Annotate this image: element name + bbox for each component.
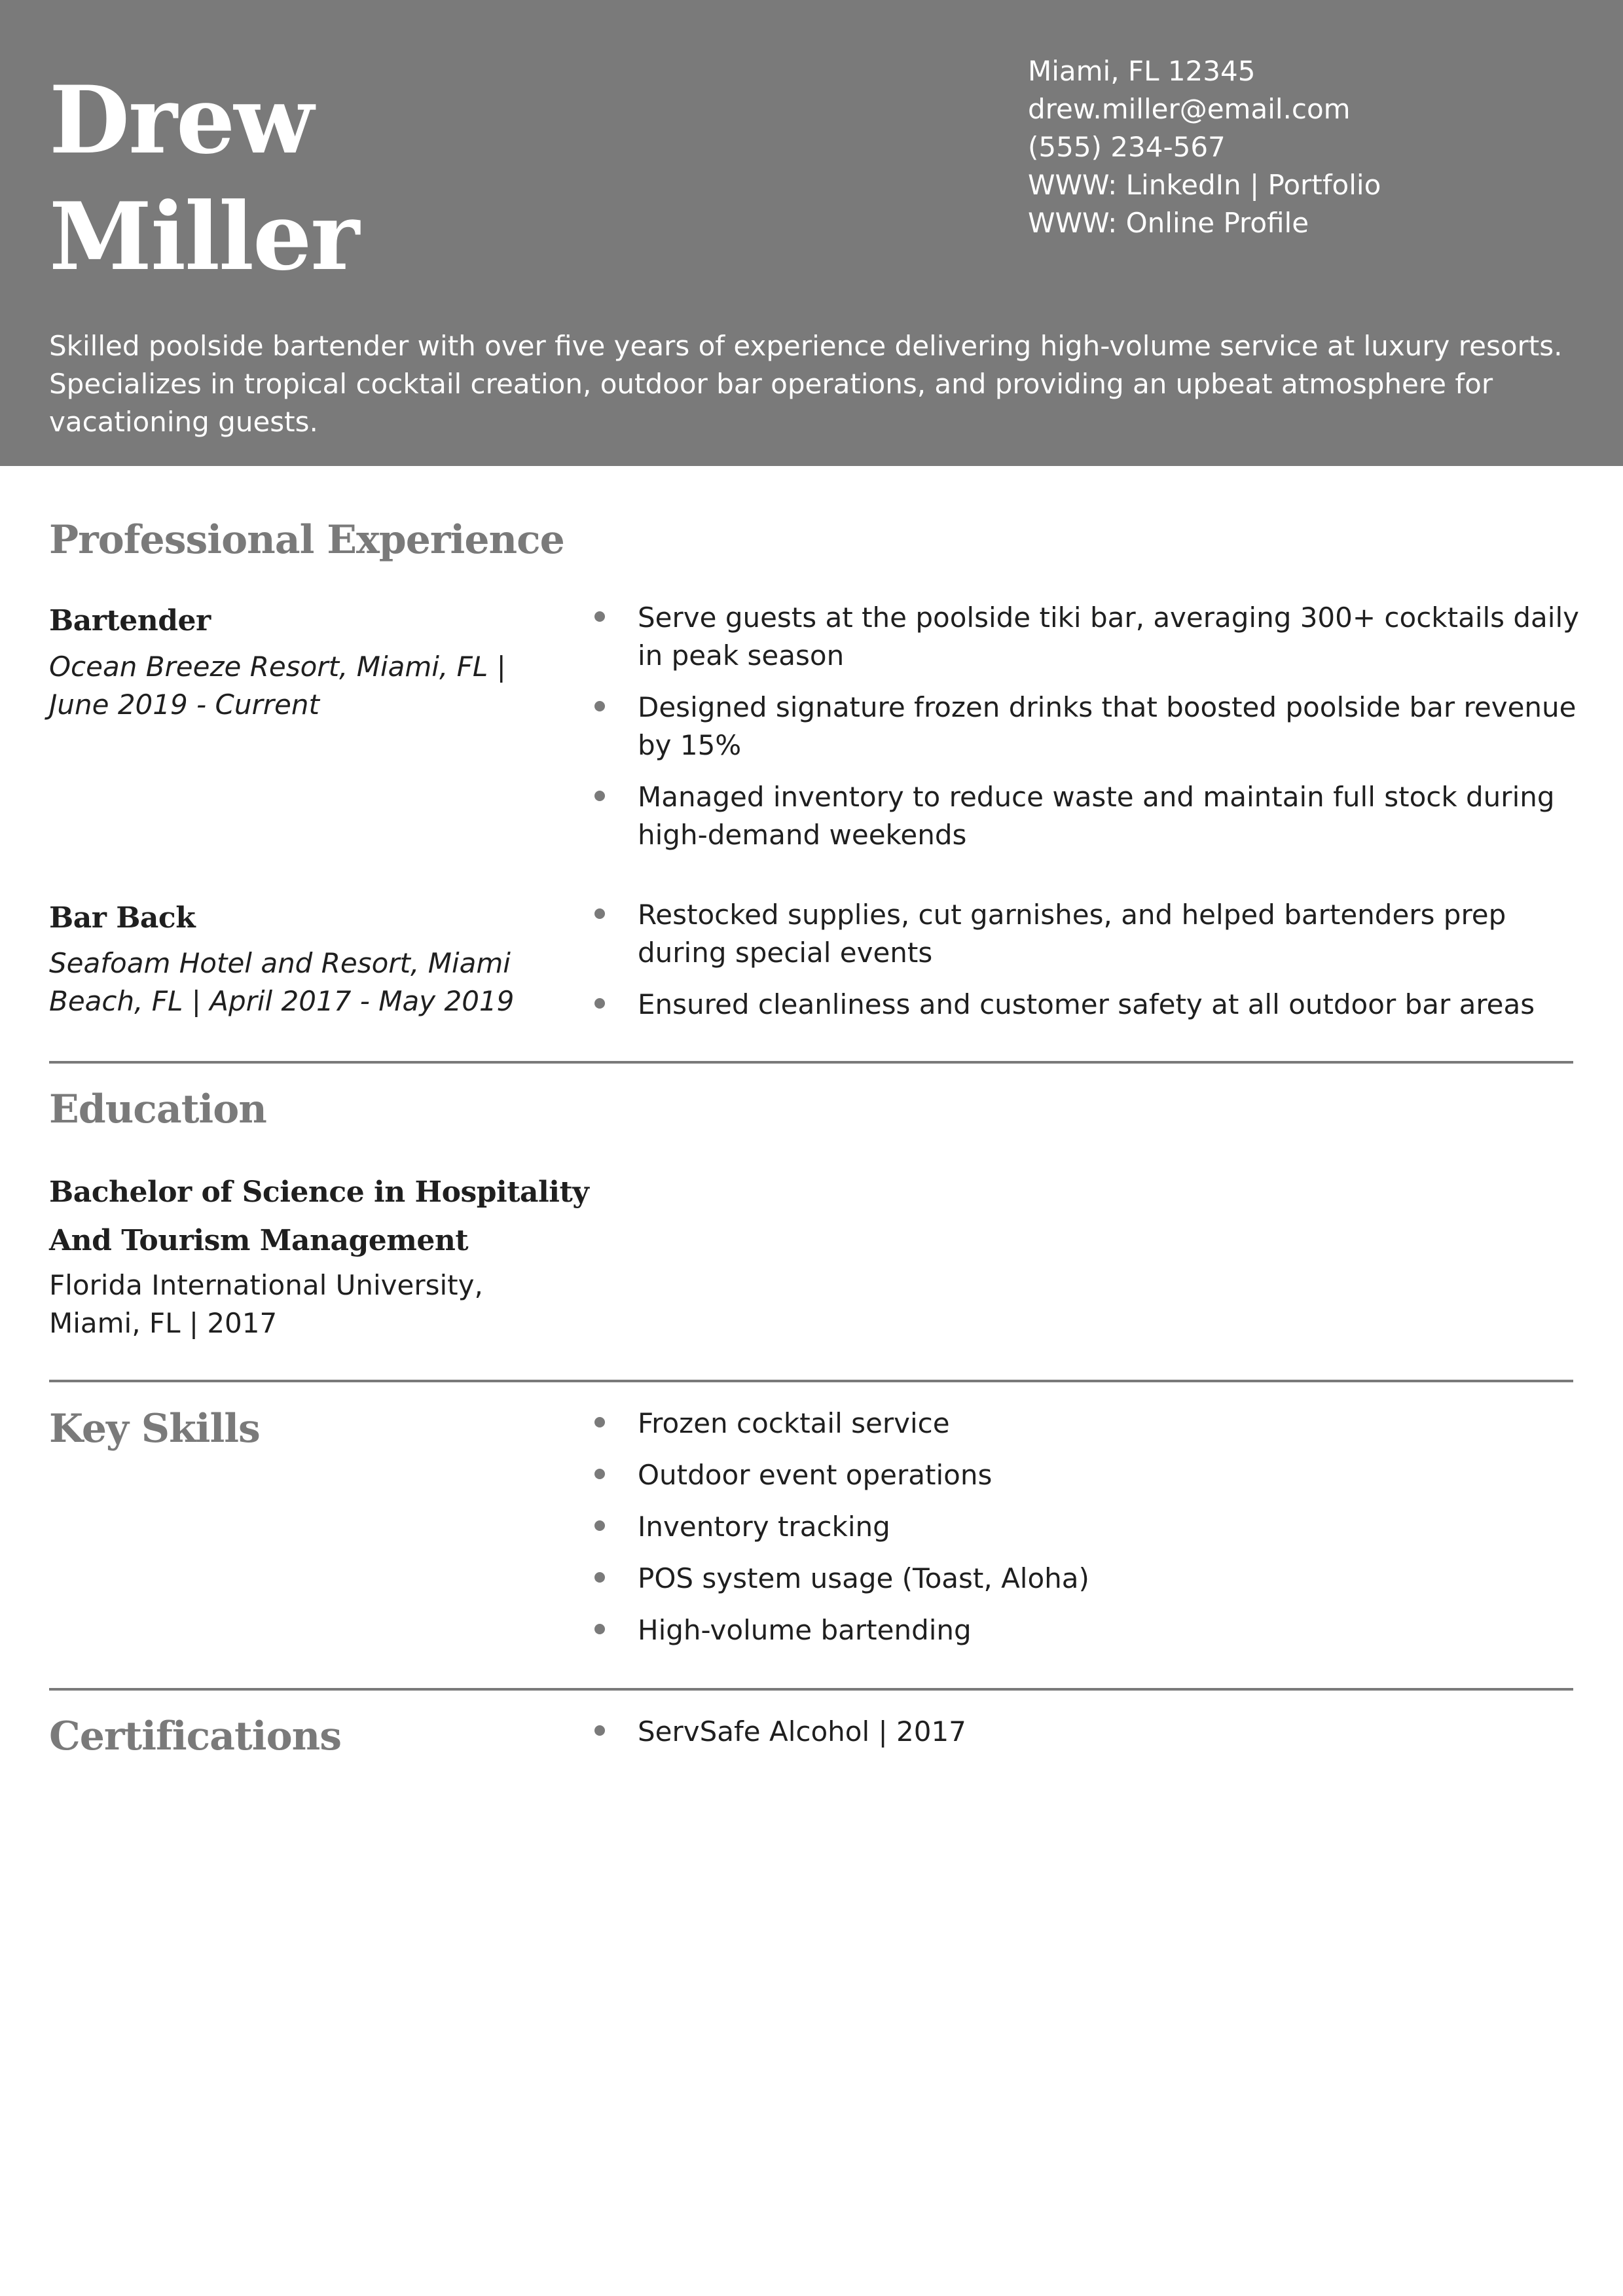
bullet-icon [594,1520,605,1531]
bullet-icon [594,611,605,622]
bullet-text-line: Serve guests at the poolside tiki bar, averaging 300+ cocktails daily [638,601,1579,634]
bullet-icon [594,1469,605,1479]
contact-location: Miami, FL 12345 [1028,55,1256,87]
school-line: Miami, FL | 2017 [49,1307,278,1339]
bullet-text-line: Ensured cleanliness and customer safety at all outdoor bar areas [638,988,1535,1020]
education-section-title: Education [49,1086,266,1132]
skill-item [589,1611,1584,1649]
skill-item [589,1405,1584,1443]
bullet-icon [594,1624,605,1634]
skill-item [589,1456,1584,1494]
job-meta-line: Beach, FL | April 2017 - May 2019 [49,985,515,1017]
education-school [49,1266,483,1342]
last-name: Miller [49,183,359,291]
contact-profile[interactable]: WWW: Online Profile [1028,207,1309,239]
bullet-text-line: by 15% [638,729,742,761]
job-bullets [589,599,1584,868]
job-bullets [589,896,1584,1037]
bullet-item [589,896,1584,972]
candidate-name [49,62,358,295]
experience-section-title: Professional Experience [49,517,564,563]
skill-text: Frozen cocktail service [638,1407,950,1439]
contact-email[interactable]: drew.miller@email.com [1028,93,1351,125]
skill-item [589,1508,1584,1546]
bullet-icon [594,791,605,801]
job-title: Bar Back [49,901,196,935]
bullet-text-line: high-demand weekends [638,819,967,851]
skill-text: Inventory tracking [638,1511,890,1543]
professional-summary [49,327,1581,441]
contact-info [1028,52,1381,242]
job-meta [49,944,514,1020]
bullet-text-line: Designed signature frozen drinks that boosted poolside bar revenue [638,691,1577,723]
bullet-item [589,778,1584,854]
education-degree [49,1168,589,1265]
skill-item [589,1560,1584,1598]
skill-text: High-volume bartending [638,1614,972,1646]
degree-line: And Tourism Management [49,1224,469,1257]
skills-list [589,1405,1584,1663]
degree-line: Bachelor of Science in Hospitality [49,1175,589,1209]
summary-line: vacationing guests. [49,406,318,438]
section-divider [49,1380,1573,1382]
certification-item [589,1713,1584,1751]
resume-header [0,0,1623,466]
job-meta-line: Ocean Breeze Resort, Miami, FL | [49,651,506,683]
bullet-text-line: during special events [638,937,933,969]
bullet-text-line: Restocked supplies, cut garnishes, and helped bartenders prep [638,899,1506,931]
certification-text: ServSafe Alcohol | 2017 [638,1715,966,1748]
bullet-text-line: Managed inventory to reduce waste and maintain full stock during [638,781,1555,813]
bullet-icon [594,701,605,711]
section-divider [49,1061,1573,1064]
bullet-icon [594,1725,605,1736]
skill-text: POS system usage (Toast, Aloha) [638,1562,1089,1594]
bullet-icon [594,908,605,919]
skill-text: Outdoor event operations [638,1459,993,1491]
contact-links[interactable]: WWW: LinkedIn | Portfolio [1028,169,1381,201]
bullet-item [589,689,1584,764]
section-divider [49,1688,1573,1691]
certifications-list [589,1713,1584,1765]
school-line: Florida International University, [49,1269,483,1301]
summary-line: Specializes in tropical cocktail creation, outdoor bar operations, and providing an upbeat atmosphere for [49,368,1493,400]
job-meta-line: Seafoam Hotel and Resort, Miami [49,947,511,979]
job-title: Bartender [49,604,211,637]
job-meta [49,648,506,724]
bullet-icon [594,1417,605,1427]
contact-phone: (555) 234-567 [1028,131,1226,163]
bullet-item [589,599,1584,675]
skills-section-title: Key Skills [49,1406,260,1452]
bullet-icon [594,998,605,1009]
bullet-text-line: in peak season [638,639,845,672]
bullet-item [589,986,1584,1024]
certifications-section-title: Certifications [49,1713,341,1759]
job-meta-line: June 2019 - Current [49,689,319,721]
summary-line: Skilled poolside bartender with over five years of experience delivering high-volume service at luxury resorts. [49,330,1563,362]
first-name: Drew [49,66,313,175]
bullet-icon [594,1572,605,1583]
